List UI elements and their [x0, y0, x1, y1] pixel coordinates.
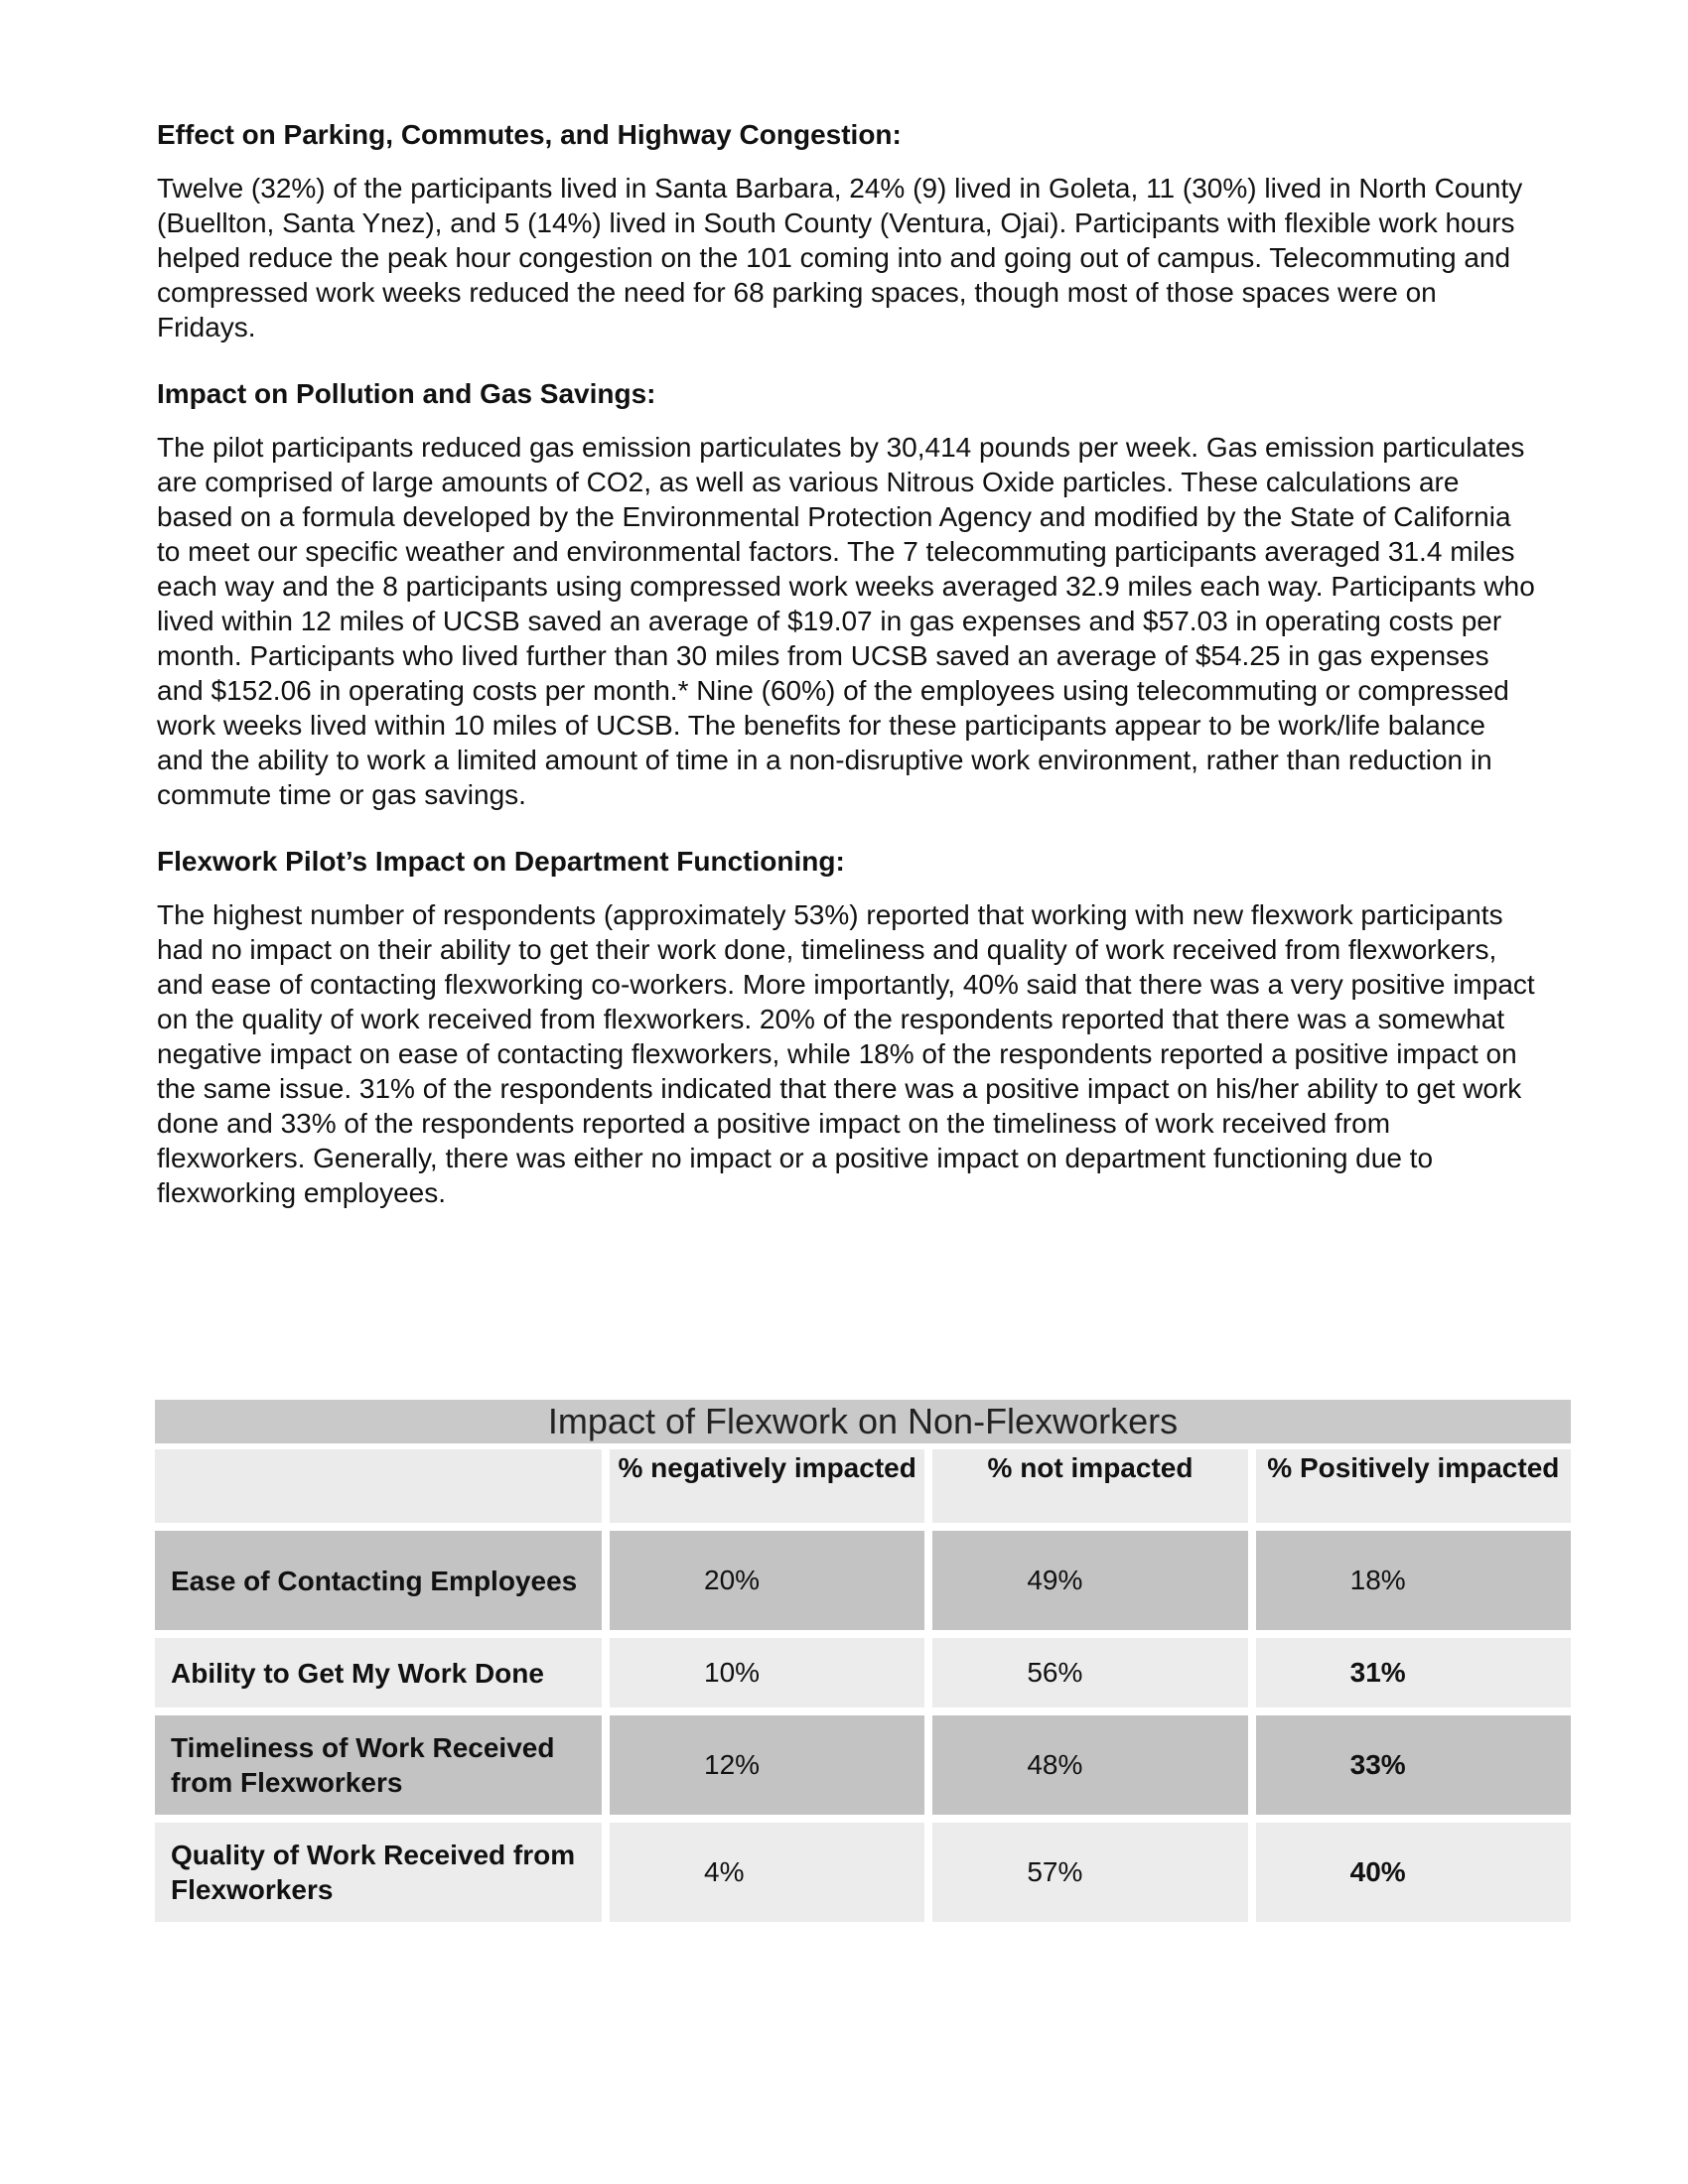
section-heading: Flexwork Pilot’s Impact on Department Functioning: [157, 846, 845, 877]
section-heading: Impact on Pollution and Gas Savings: [157, 378, 656, 409]
table-row [155, 1823, 1571, 1922]
header-negative: % negatively impacted [602, 1449, 924, 1523]
section-pollution [157, 376, 1537, 812]
impact-data-table [155, 1441, 1571, 1930]
cell-positive: 33% [1248, 1715, 1571, 1815]
header-none: % not impacted [924, 1449, 1247, 1523]
section-parking [157, 117, 1537, 344]
cell-negative: 12% [602, 1715, 924, 1815]
table-title: Impact of Flexwork on Non-Flexworkers [155, 1400, 1571, 1443]
cell-negative: 10% [602, 1638, 924, 1707]
cell-positive: 18% [1248, 1531, 1571, 1630]
impact-table [155, 1400, 1571, 1930]
cell-negative: 4% [602, 1823, 924, 1922]
section-paragraph: Twelve (32%) of the participants lived in Santa Barbara, 24% (9) lived in Goleta, 11 (30%) lived in North County (Buellton, Santa Ynez), and 5 (14%) lived in South County (Ventura, Ojai). Participants with flexible work hours helped reduce the peak hour congestion on the 101 coming into and going out of campus. Telecommuting and compressed work weeks reduced the need for 68 parking spaces, though most of those spaces were on Fridays. [157, 173, 1523, 342]
cell-negative: 20% [602, 1531, 924, 1630]
cell-positive: 40% [1248, 1823, 1571, 1922]
section-paragraph: The highest number of respondents (approximately 53%) reported that working with new flexwork participants had no impact on their ability to get their work done, timeliness and quality of work received from flexworkers, and ease of contacting flexworking co-workers. More importantly, 40% said that there was a very positive impact on the quality of work received from flexworkers. 20% of the respondents reported that there was a somewhat negative impact on ease of contacting flexworkers, while 18% of the respondents reported a positive impact on the same issue. 31% of the respondents indicated that there was a positive impact on his/her ability to get work done and 33% of the respondents reported a positive impact on the timeliness of work received from flexworkers. Generally, there was either no impact or a positive impact on department functioning due to flexworking employees. [157, 899, 1535, 1208]
cell-none: 49% [924, 1531, 1247, 1630]
section-paragraph: The pilot participants reduced gas emission particulates by 30,414 pounds per week. Gas emission particulates are comprised of large amounts of CO2, as well as various Nitrous Oxide particles. These calculations are based on a formula developed by the Environmental Protection Agency and modified by the State of California to meet our specific weather and environmental factors. The 7 telecommuting participants averaged 31.4 miles each way and the 8 participants using compressed work weeks averaged 32.9 miles each way. Participants who lived within 12 miles of UCSB saved an average of $19.07 in gas expenses and $57.03 in operating costs per month. Participants who lived further than 30 miles from UCSB saved an average of $54.25 in gas expenses and $152.06 in operating costs per month.* Nine (60%) of the employees using telecommuting or compressed work weeks lived within 10 miles of UCSB. The benefits for these participants appear to be work/life balance and the ability to work a limited amount of time in a non-disruptive work environment, rather than reduction in commute time or gas savings. [157, 432, 1535, 810]
header-positive: % Positively impacted [1248, 1449, 1571, 1523]
cell-none: 57% [924, 1823, 1247, 1922]
row-label: Timeliness of Work Received from Flexworkers [155, 1715, 602, 1815]
row-label: Quality of Work Received from Flexworkers [155, 1823, 602, 1922]
table-row [155, 1715, 1571, 1815]
section-department [157, 844, 1537, 1210]
row-label: Ease of Contacting Employees [155, 1531, 602, 1630]
table-row [155, 1531, 1571, 1630]
section-heading: Effect on Parking, Commutes, and Highway Congestion: [157, 119, 902, 150]
cell-none: 48% [924, 1715, 1247, 1815]
cell-positive: 31% [1248, 1638, 1571, 1707]
table-header-row [155, 1449, 1571, 1523]
header-empty [155, 1449, 602, 1523]
table-row [155, 1638, 1571, 1707]
document-page [157, 117, 1537, 1242]
cell-none: 56% [924, 1638, 1247, 1707]
row-label: Ability to Get My Work Done [155, 1638, 602, 1707]
